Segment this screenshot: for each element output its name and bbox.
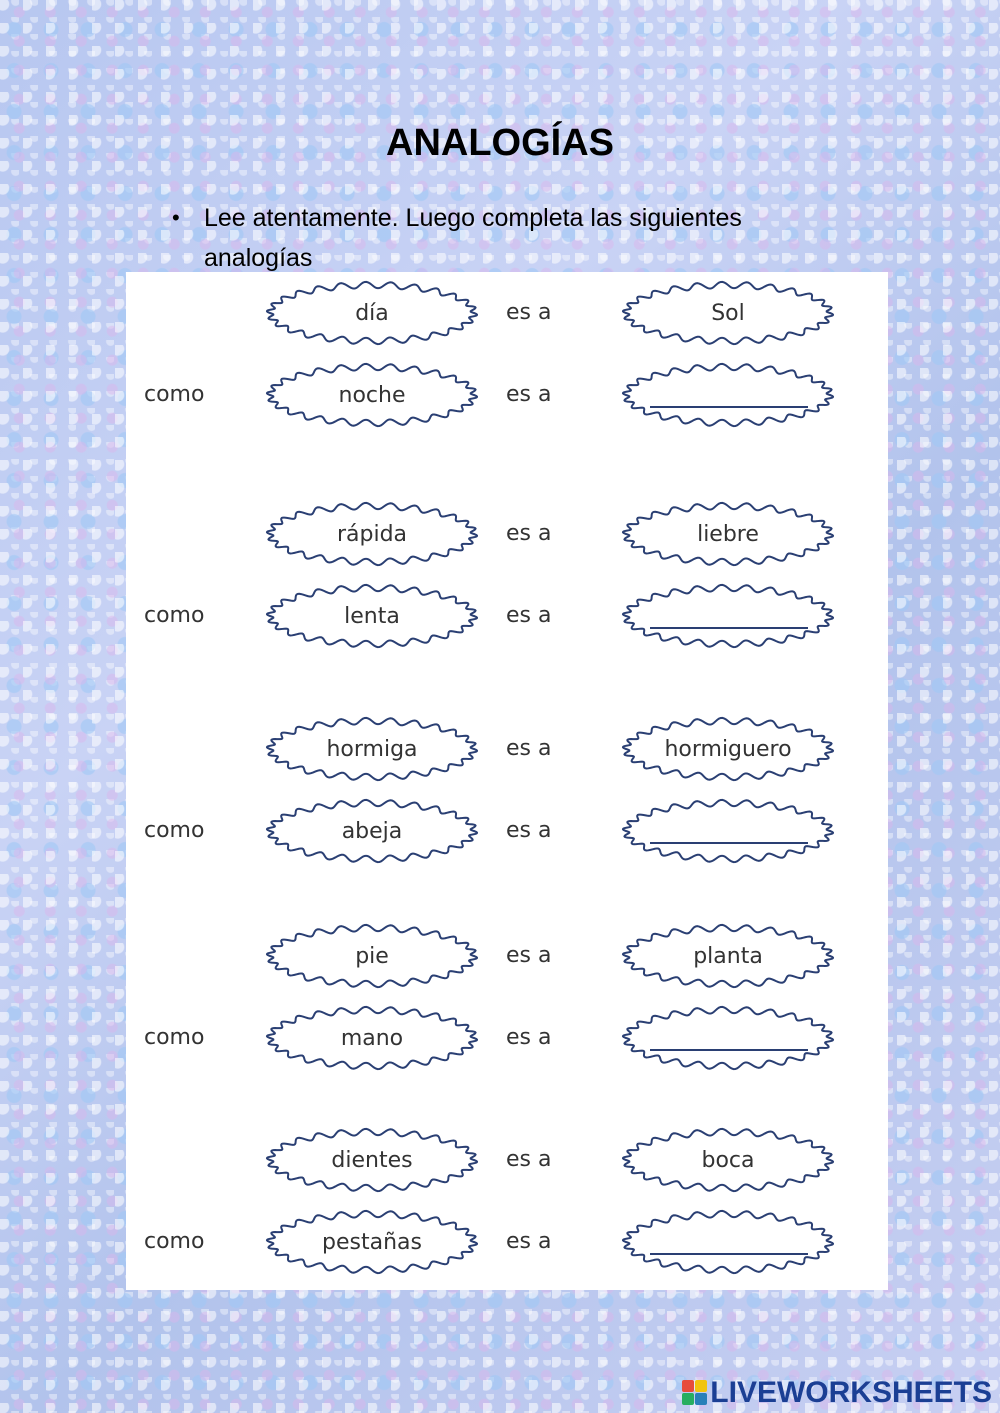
- answer-text: [620, 1209, 836, 1275]
- answer-text: [620, 798, 836, 864]
- es-a-label: es a: [506, 736, 552, 761]
- es-a-label: es a: [506, 818, 552, 843]
- oval-word: planta: [693, 943, 763, 969]
- oval-word: boca: [701, 1147, 755, 1173]
- analogy-3-term-a: [264, 716, 480, 782]
- oval-word: pestañas: [322, 1229, 422, 1255]
- analogy-1-term-a: [264, 280, 480, 346]
- oval-word: hormiguero: [664, 736, 792, 762]
- analogy-5-term-a: [264, 1127, 480, 1193]
- analogy-4-term-b: [620, 923, 836, 989]
- oval-word: abeja: [341, 818, 403, 844]
- analogy-3-term-b: [620, 716, 836, 782]
- oval-word: mano: [340, 1025, 404, 1051]
- analogy-4-answer[interactable]: [620, 1005, 836, 1071]
- analogy-5-term-c: [264, 1209, 480, 1275]
- como-label: como: [144, 818, 205, 843]
- es-a-label: es a: [506, 300, 552, 325]
- brand-watermark: [682, 1376, 992, 1410]
- answer-blank-line[interactable]: [650, 627, 808, 629]
- analogy-3-answer[interactable]: [620, 798, 836, 864]
- bullet-icon: •: [172, 205, 180, 230]
- answer-blank-line[interactable]: [650, 842, 808, 844]
- instruction-text: Lee atentamente. Luego completa las siguientes analogías: [204, 204, 742, 272]
- oval-word: hormiga: [326, 736, 418, 762]
- oval-word: noche: [338, 382, 406, 408]
- analogy-5-answer[interactable]: [620, 1209, 836, 1275]
- como-label: como: [144, 1229, 205, 1254]
- answer-blank-line[interactable]: [650, 1049, 808, 1051]
- analogy-5-term-b: [620, 1127, 836, 1193]
- es-a-label: es a: [506, 1147, 552, 1172]
- como-label: como: [144, 1025, 205, 1050]
- analogy-1-term-c: [264, 362, 480, 428]
- answer-text: [620, 583, 836, 649]
- answer-blank-line[interactable]: [650, 406, 808, 408]
- es-a-label: es a: [506, 521, 552, 546]
- analogy-4-term-c: [264, 1005, 480, 1071]
- es-a-label: es a: [506, 1025, 552, 1050]
- analogy-2-term-a: [264, 501, 480, 567]
- oval-word: pie: [355, 943, 389, 969]
- analogy-1-answer[interactable]: [620, 362, 836, 428]
- como-label: como: [144, 382, 205, 407]
- oval-word: dientes: [331, 1147, 413, 1173]
- oval-word: día: [355, 300, 389, 326]
- analogy-3-term-c: [264, 798, 480, 864]
- analogies-panel: [126, 272, 888, 1290]
- answer-text: [620, 362, 836, 428]
- es-a-label: es a: [506, 382, 552, 407]
- liveworksheets-logo-icon: [682, 1380, 708, 1406]
- es-a-label: es a: [506, 603, 552, 628]
- como-label: como: [144, 603, 205, 628]
- analogy-2-term-b: [620, 501, 836, 567]
- es-a-label: es a: [506, 1229, 552, 1254]
- oval-word: rápida: [336, 521, 408, 547]
- analogy-2-answer[interactable]: [620, 583, 836, 649]
- analogy-4-term-a: [264, 923, 480, 989]
- oval-word: Sol: [711, 300, 745, 326]
- analogy-2-term-c: [264, 583, 480, 649]
- analogy-1-term-b: [620, 280, 836, 346]
- oval-word: lenta: [344, 603, 400, 629]
- brand-name: LIVEWORKSHEETS: [710, 1376, 992, 1409]
- page-title: ANALOGÍAS: [386, 122, 614, 164]
- oval-word: liebre: [697, 521, 759, 547]
- answer-blank-line[interactable]: [650, 1253, 808, 1255]
- answer-text: [620, 1005, 836, 1071]
- es-a-label: es a: [506, 943, 552, 968]
